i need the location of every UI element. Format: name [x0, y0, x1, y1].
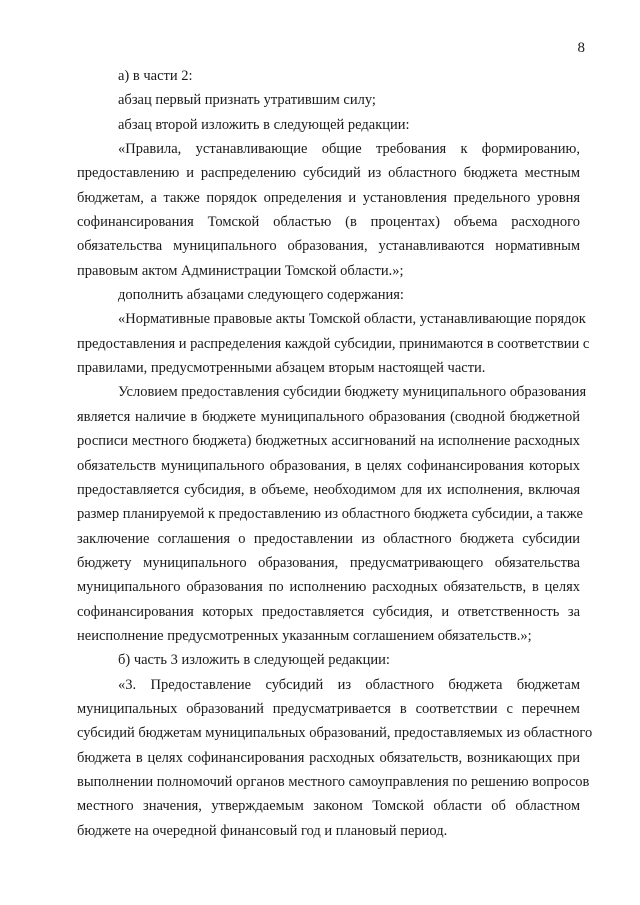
text-line: размер планируемой к предоставлению из областного бюджета субсидии, а также	[77, 506, 583, 523]
paragraph-p4	[77, 137, 580, 283]
text-line: правовым актом Администрации Томской области.»;	[77, 262, 404, 279]
text-line: предоставлению и распределению субсидий из областного бюджета местным	[77, 165, 580, 182]
text-line: обязательств муниципального образования, в целях софинансирования которых	[77, 457, 580, 474]
document-body	[77, 64, 593, 843]
text-line: субсидий бюджетам муниципальных образований, предоставляемых из областного	[77, 725, 593, 742]
text-line: дополнить абзацами следующего содержания:	[118, 287, 404, 304]
text-line: муниципального образования по исполнению расходных обязательств, в целях	[77, 579, 580, 596]
paragraph-p1	[118, 64, 580, 88]
text-line: выполнении полномочий органов местного самоуправления по решению вопросов	[77, 773, 590, 790]
text-line: правилами, предусмотренными абзацем вторым настоящей части.	[77, 360, 486, 377]
text-line: Условием предоставления субсидии бюджету муниципального образования	[118, 384, 587, 401]
text-line: софинансирования Томской областью (в процентах) объема расходного	[77, 214, 580, 231]
text-line: местного значения, утверждаемым законом Томской области об областном	[77, 798, 580, 815]
text-line: заключение соглашения о предоставлении из областного бюджета субсидии	[77, 530, 580, 547]
text-line: обязательства муниципального образования, устанавливаются нормативным	[77, 238, 580, 255]
paragraph-p2	[118, 88, 580, 112]
text-line: софинансирования которых предоставляется субсидия, и ответственность за	[77, 603, 580, 620]
text-line: «Правила, устанавливающие общие требования к формированию,	[118, 141, 580, 158]
text-line: бюджету муниципального образования, предусматривающего обязательства	[77, 554, 580, 571]
text-line: бюджетам, а также порядок определения и установления предельного уровня	[77, 189, 580, 206]
text-line: предоставляется субсидия, в объеме, необходимом для их исполнения, включая	[77, 481, 580, 498]
paragraph-p8	[118, 648, 580, 672]
text-line: бюджета в целях софинансирования расходных обязательств, возникающих при	[77, 749, 580, 766]
paragraph-p5	[118, 283, 580, 307]
text-line: а) в части 2:	[118, 68, 193, 84]
text-line: росписи местного бюджета) бюджетных ассигнований на исполнение расходных	[77, 433, 580, 450]
text-line: «Нормативные правовые акты Томской области, устанавливающие порядок	[118, 311, 586, 328]
text-line: муниципальных образований предусматривается в соответствии с перечнем	[77, 700, 580, 717]
text-line: абзац второй изложить в следующей редакции:	[118, 116, 410, 133]
text-line: бюджете на очередной финансовый год и плановый период.	[77, 822, 448, 839]
paragraph-p7	[77, 380, 587, 648]
paragraph-p3	[118, 113, 580, 137]
text-line: предоставления и распределения каждой субсидии, принимаются в соответствии с	[77, 335, 590, 352]
text-line: неисполнение предусмотренных указанным соглашением обязательств.»;	[77, 627, 532, 644]
text-line: б) часть 3 изложить в следующей редакции:	[118, 652, 390, 669]
text-line: абзац первый признать утратившим силу;	[118, 92, 376, 109]
text-line: «3. Предоставление субсидий из областного бюджета бюджетам	[118, 676, 580, 693]
text-line: является наличие в бюджете муниципального образования (сводной бюджетной	[77, 408, 580, 425]
paragraph-p6	[77, 307, 590, 380]
page-number: 8	[577, 40, 585, 56]
paragraph-p9	[77, 673, 593, 843]
